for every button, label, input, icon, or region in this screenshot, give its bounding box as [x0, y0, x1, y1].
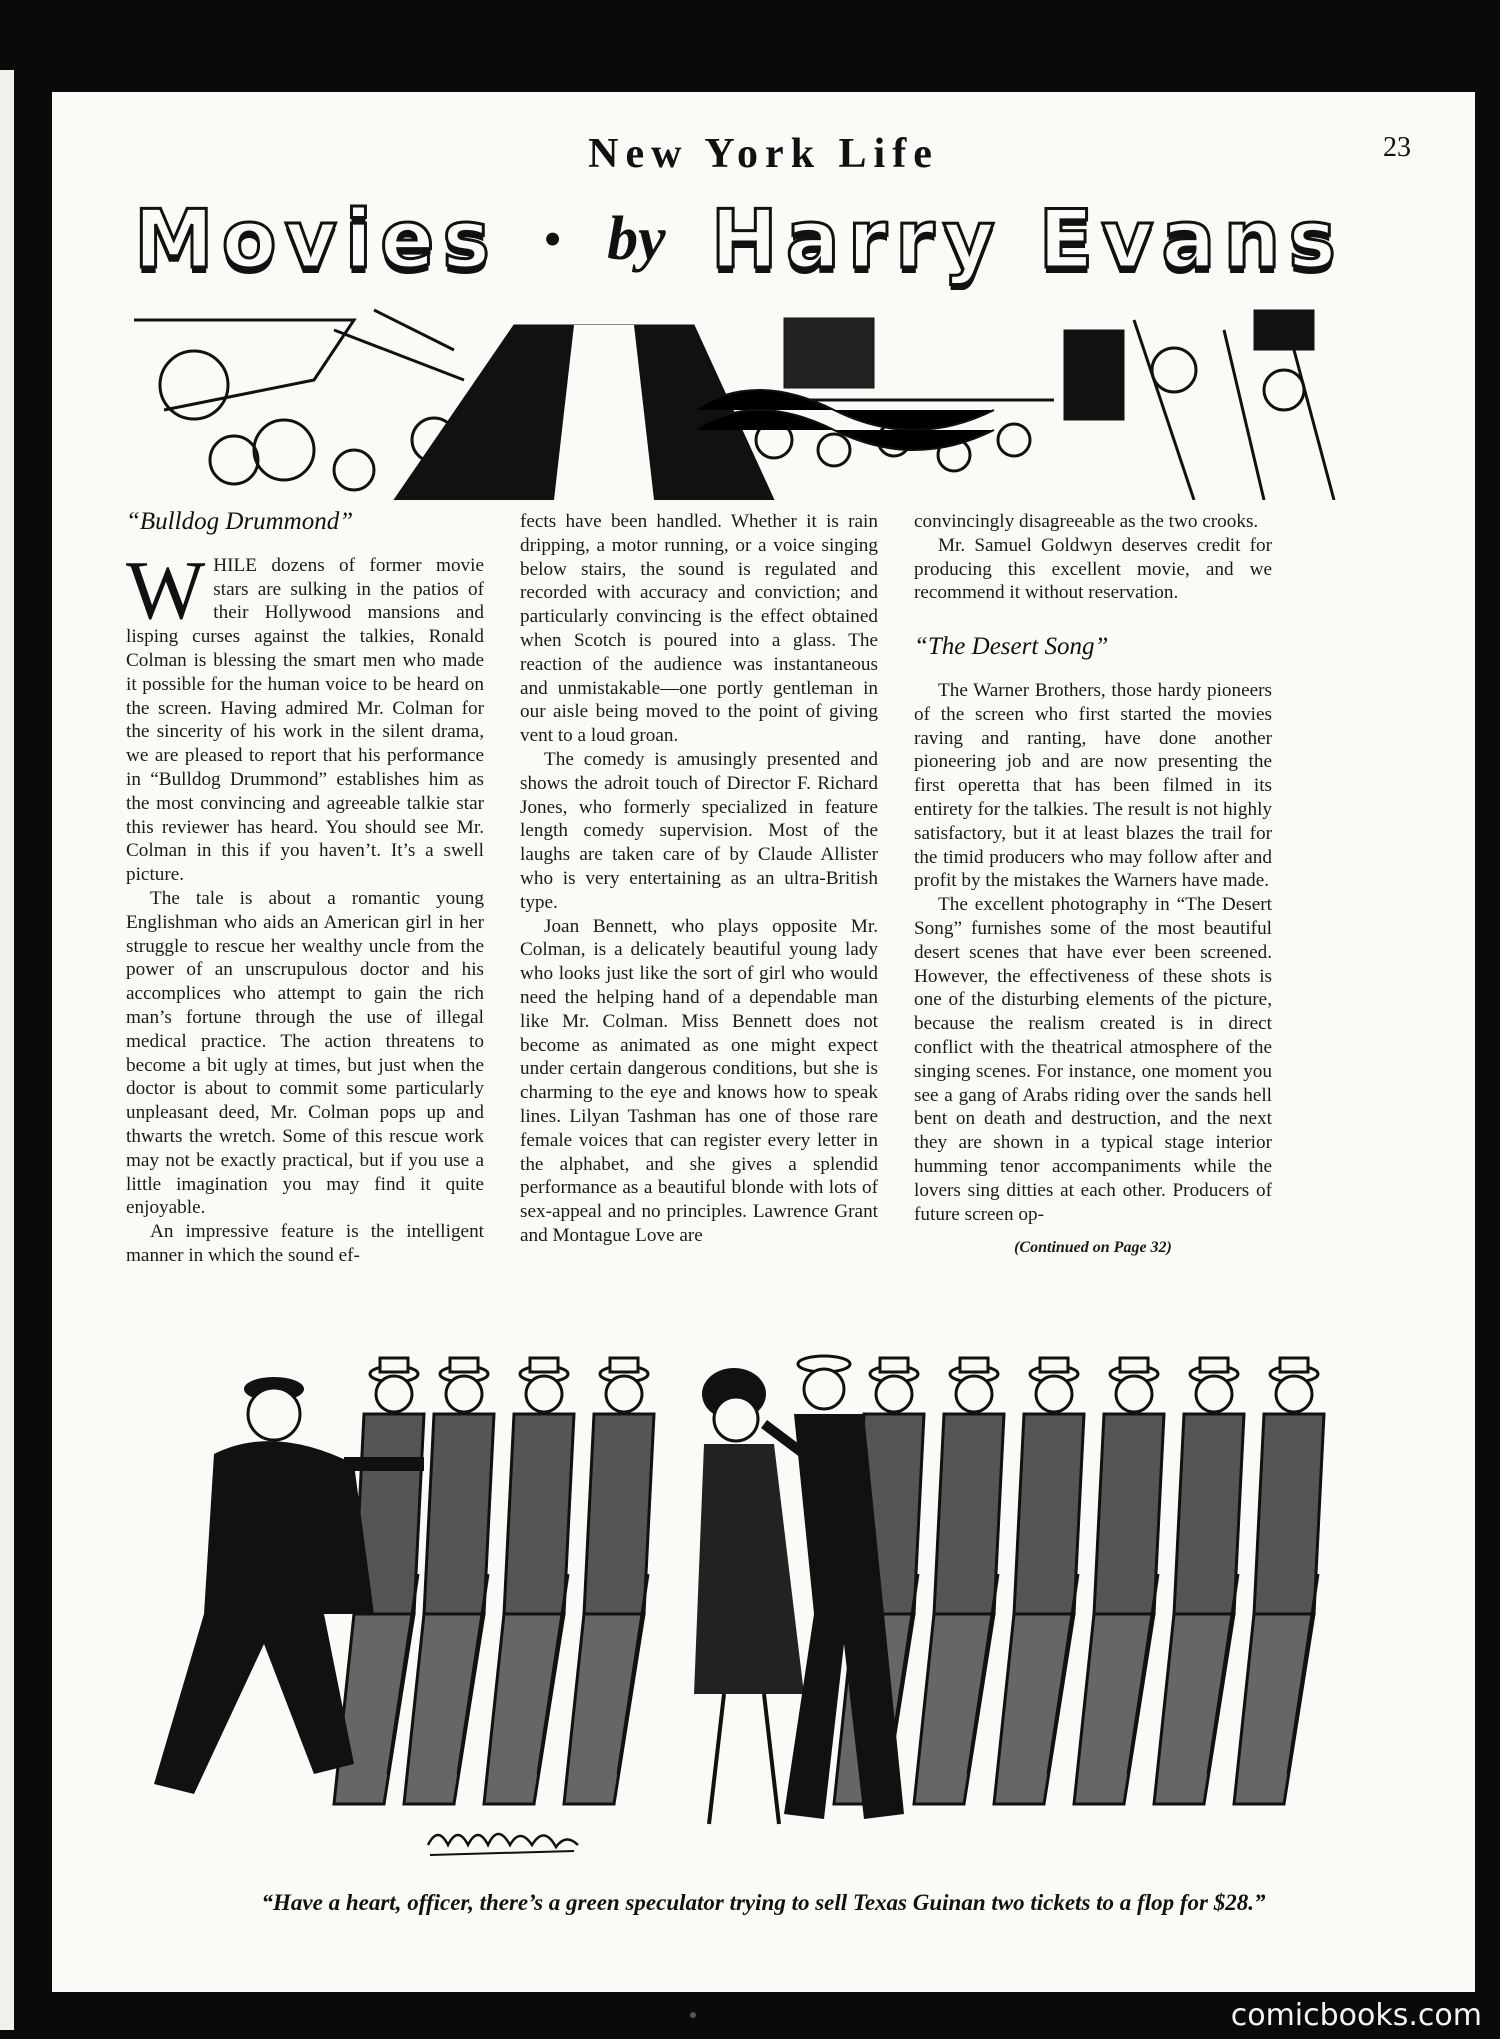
face [1276, 1376, 1312, 1412]
page-number: 23 [1383, 132, 1411, 163]
suit-jacket [934, 1414, 1004, 1614]
suit-trousers [564, 1614, 644, 1804]
suit-trousers [994, 1614, 1074, 1804]
column-1 [126, 510, 484, 1268]
paragraph: The tale is about a romantic young Englishman who aids an American girl in her struggle to rescue her wealthy uncle from the power of an unscrupulous doctor and his accomplices who attempt to gain the rich man’s fortune through the use of illegal medical practice. The action threatens to become a bit ugly at times, but just when the doctor is about to commit some particularly unpleasant deed, Mr. Colman pops up and thwarts the wretch. Some of this rescue work may not be exactly practical, but if you use a little imagination you may find it quite enjoyable. [126, 887, 484, 1219]
title-separator: • [543, 209, 563, 269]
suit-trousers [914, 1614, 994, 1804]
suit-jacket [1254, 1414, 1324, 1614]
face [606, 1376, 642, 1412]
continued-note: (Continued on Page 32) [1014, 1239, 1172, 1257]
left-page-edge [0, 70, 14, 2030]
artist-signature [424, 1817, 584, 1863]
face [526, 1376, 562, 1412]
site-watermark: comicbooks.com [1230, 1998, 1482, 2033]
speck [690, 2012, 696, 2018]
suit-trousers [1154, 1614, 1234, 1804]
officer-face [248, 1388, 300, 1440]
paragraph: The Warner Brothers, those hardy pioneers of the screen who first started the movies raving and ranting, have done another pioneering job and are now presenting the first operetta that has been filmed in its entirety for the talkies. The result is not highly satisfactory, but it at least blazes the trail for the timid producers who may follow after and profit by the mistakes the Warners have made. [914, 679, 1272, 892]
paragraph: Mr. Samuel Goldwyn deserves credit for producing this excellent movie, and we recommend it without reservation. [914, 534, 1272, 604]
face [876, 1376, 912, 1412]
column-2 [520, 510, 878, 1248]
face [956, 1376, 992, 1412]
movie-theater-banner-illustration [134, 290, 1344, 500]
officer-legs [154, 1614, 354, 1794]
face [446, 1376, 482, 1412]
suit-jacket [584, 1414, 654, 1614]
paragraph: fects have been handled. Whether it is rain dripping, a motor running, or a voice singing below stairs, the sound is regulated and recorded with accuracy and conviction; and particularly convincing is the effect obtained when Scotch is poured into a glass. The reaction of the audience was instantaneous and unmistakable—one portly gentleman in our aisle being moved to the point of giving vent to a loud groan. [520, 511, 878, 747]
suit-trousers [484, 1614, 564, 1804]
suit-jacket [1014, 1414, 1084, 1614]
column-3 [914, 510, 1272, 1260]
review-heading-bulldog-drummond: “Bulldog Drummond” [126, 508, 354, 535]
paragraph: The excellent photography in “The Desert Song” furnishes some of the most beautiful desert scenes that have ever been screened. However, the effectiveness of these shots is one of the disturbing elements of the picture, because the realism created is in direct conflict with the theatrical atmosphere of the singing scenes. For instance, one moment you see a gang of Arabs riding over the sands hell bent on death and destruction, and the next they are shown in a typical stage interior humming tenor accompaniments while the lovers sing ditties at each other. Producers of future screen op- [914, 894, 1272, 1225]
paragraph: convincingly disagreeable as the two crooks. [914, 511, 1259, 532]
cartoon-caption: “Have a heart, officer, there’s a green speculator trying to sell Texas Guinan two tickets to a flop for $28.” [261, 1890, 1266, 1915]
face [1196, 1376, 1232, 1412]
face [1036, 1376, 1072, 1412]
paragraph: Joan Bennett, who plays opposite Mr. Colman, is a delicately beautiful young lady who looks just like the sort of girl who would need the helping hand of a dependable man like Mr. Colman. Miss Bennett does not become as animated as one might expect under certain dangerous conditions, but she is charming to the eye and knows how to speak lines. Lilyan Tashman has one of those rare female voices that can register every letter in the alphabet, and she gives a splendid performance as a beautiful blonde with lots of sex-appeal and no principles. Lawrence Grant and Montague Love are [520, 915, 878, 1246]
speculator-face [804, 1369, 844, 1409]
paragraph: An impressive feature is the intelligent manner in which the sound ef- [126, 1221, 484, 1266]
suit-trousers [1234, 1614, 1314, 1804]
masthead: New York Life [588, 131, 939, 177]
title-by: by [607, 204, 666, 273]
cartoon-illustration [124, 1314, 1334, 1844]
paragraph: The comedy is amusingly presented and shows the adroit touch of Director F. Richard Jones, who formerly specialized in feature length comedy supervision. Most of the laughs are taken care of by Claude Allister who is very entertaining as an ultra-British type. [520, 748, 878, 913]
suit-jacket [424, 1414, 494, 1614]
face [1116, 1376, 1152, 1412]
woman-face [714, 1397, 758, 1441]
suit-trousers [334, 1614, 414, 1804]
title-author: Harry Evans [710, 192, 1344, 286]
magazine-page [52, 92, 1475, 1992]
suit-jacket [1094, 1414, 1164, 1614]
woman-dress [694, 1444, 804, 1694]
suit-jacket [504, 1414, 574, 1614]
article-title [134, 184, 1344, 294]
title-main: Movies [134, 192, 499, 286]
paragraph: HILE dozens of former movie stars are sulking in the patios of their Hollywood mansions and lisping curses against the talkies, Ronald Colman is blessing the smart men who made it possible for the human voice to be heard on the screen. Having admired Mr. Colman for the sincerity of his work in the silent drama, we are pleased to report that his performance in “Bulldog Drummond” establishes him as the most convincing and agreeable talkie star this reviewer has heard. You should see Mr. Colman in this if you haven’t. It’s a swell picture. [126, 554, 484, 886]
suit-trousers [1074, 1614, 1154, 1804]
drop-cap: W [126, 543, 206, 637]
suit-jacket [1174, 1414, 1244, 1614]
suit-trousers [404, 1614, 484, 1804]
face [376, 1376, 412, 1412]
review-heading-desert-song: “The Desert Song” [914, 633, 1109, 661]
